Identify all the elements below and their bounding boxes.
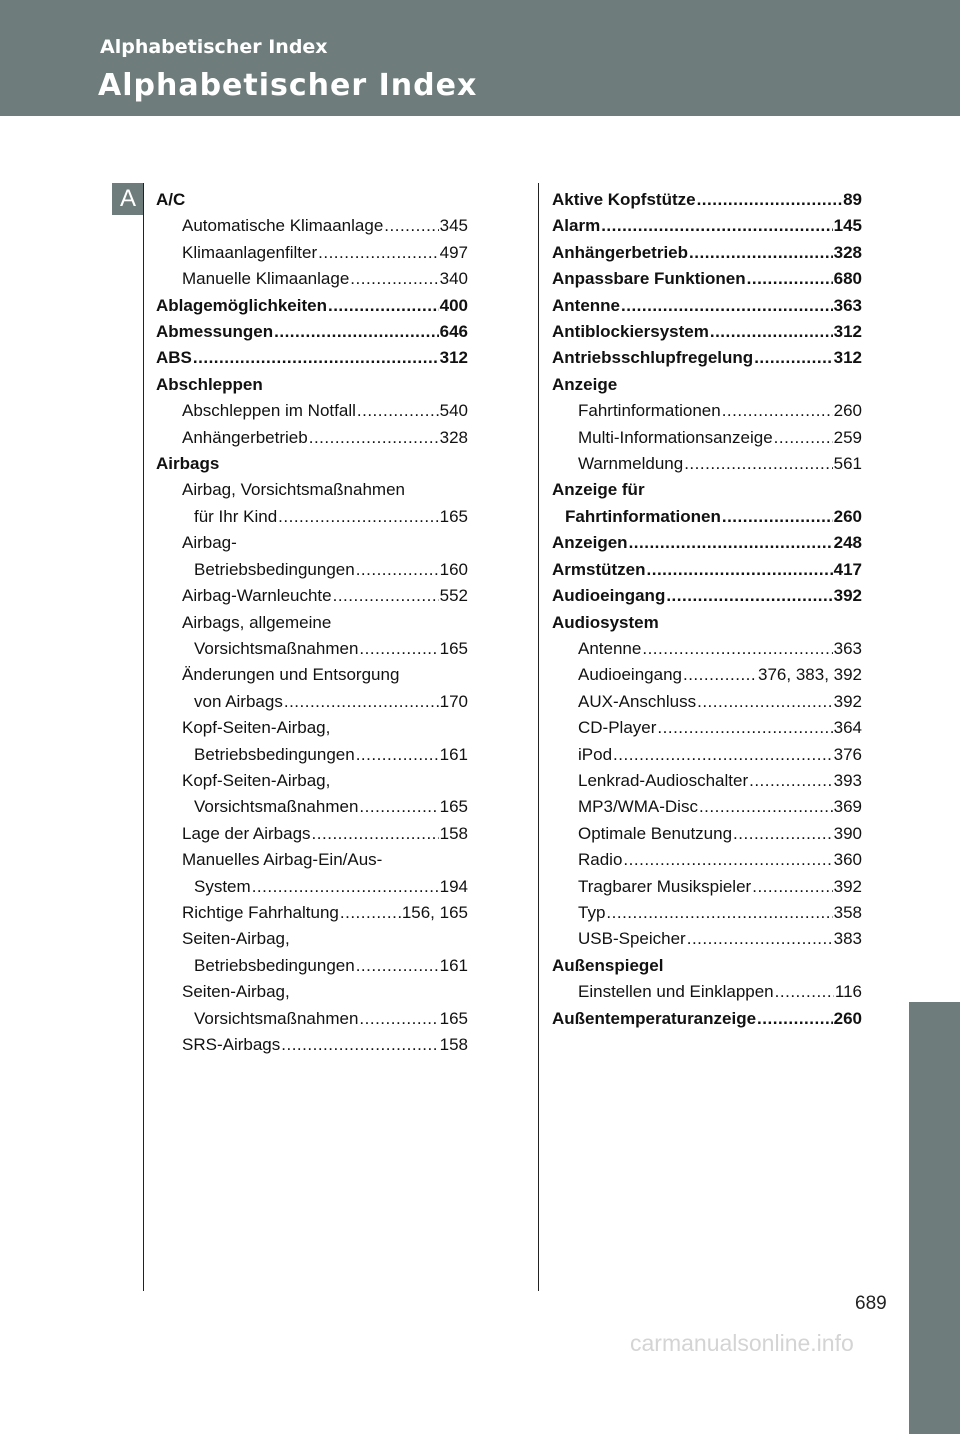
- thumb-index-tab: [909, 1002, 960, 1434]
- index-entry: Tragbarer Musikspieler ..... 392: [552, 874, 862, 900]
- index-entry: Manuelle Klimaanlage ..... 340: [156, 266, 468, 292]
- index-entry: iPod ..... 376: [552, 742, 862, 768]
- index-subheading: Änderungen und Entsorgung: [182, 665, 400, 685]
- index-entry: Anhängerbetrieb ..... 328: [156, 425, 468, 451]
- index-entry: Optimale Benutzung ..... 390: [552, 821, 862, 847]
- index-subheading: Airbag, Vorsichtsmaßnahmen: [182, 480, 405, 500]
- index-heading: Abschleppen: [156, 374, 263, 394]
- index-entry: Einstellen und Einklappen ..... 116: [552, 979, 862, 1005]
- index-entry: Antiblockiersystem ..... 312: [552, 319, 862, 345]
- index-entry: SRS-Airbags ..... 158: [156, 1032, 468, 1058]
- index-entry: Anpassbare Funktionen ..... 680: [552, 266, 862, 292]
- index-heading: Anzeige für: [552, 480, 645, 500]
- column-divider-left: [143, 183, 144, 1291]
- index-entry: Lage der Airbags ..... 158: [156, 821, 468, 847]
- index-entry: Fahrtinformationen ..... 260: [552, 504, 862, 530]
- index-entry: Antenne ..... 363: [552, 636, 862, 662]
- index-entry: Antenne ..... 363: [552, 293, 862, 319]
- index-entry: Abschleppen im Notfall ..... 540: [156, 398, 468, 424]
- index-entry: Anzeigen ..... 248: [552, 530, 862, 556]
- index-entry: Multi-Informationsanzeige ..... 259: [552, 425, 862, 451]
- index-entry: Alarm ..... 145: [552, 213, 862, 239]
- index-entry: Lenkrad-Audioschalter ..... 393: [552, 768, 862, 794]
- watermark: carmanualsonline.info: [630, 1330, 854, 1356]
- header-bar: [0, 0, 960, 116]
- index-entry: MP3/WMA-Disc ..... 369: [552, 794, 862, 820]
- index-entry: Fahrtinformationen ..... 260: [552, 398, 862, 424]
- index-entry: Armstützen ..... 417: [552, 557, 862, 583]
- index-entry: Antriebsschlupfregelung ..... 312: [552, 345, 862, 371]
- index-entry: CD-Player ..... 364: [552, 715, 862, 741]
- index-subheading: Kopf-Seiten-Airbag,: [182, 718, 331, 738]
- index-heading: A/C: [156, 190, 186, 209]
- column-divider-middle: [538, 183, 539, 1291]
- index-entry: Audioeingang ..... 376, 383, 392: [552, 662, 862, 688]
- index-entry: Betriebsbedingungen ..... 161: [156, 953, 468, 979]
- section-letter: A: [112, 183, 144, 215]
- page-number: 689: [855, 1293, 887, 1314]
- index-column-left: [156, 187, 468, 1058]
- index-entry: Vorsichtsmaßnahmen ..... 165: [156, 1006, 468, 1032]
- index-entry: von Airbags ..... 170: [156, 689, 468, 715]
- index-heading: Anzeige: [552, 374, 618, 394]
- index-subheading: Airbags, allgemeine: [182, 612, 332, 632]
- index-heading: Außenspiegel: [552, 955, 664, 975]
- index-entry: Audioeingang ..... 392: [552, 583, 862, 609]
- index-entry: Vorsichtsmaßnahmen ..... 165: [156, 636, 468, 662]
- index-entry: Betriebsbedingungen ..... 160: [156, 557, 468, 583]
- index-entry: Betriebsbedingungen ..... 161: [156, 742, 468, 768]
- index-entry: Vorsichtsmaßnahmen ..... 165: [156, 794, 468, 820]
- index-entry: USB-Speicher ..... 383: [552, 926, 862, 952]
- page-title: Alphabetischer Index: [98, 68, 478, 103]
- index-heading: Audiosystem: [552, 612, 659, 632]
- index-entry: Radio ..... 360: [552, 847, 862, 873]
- index-entry: Außentemperaturanzeige ..... 260: [552, 1006, 862, 1032]
- index-subheading: Kopf-Seiten-Airbag,: [182, 770, 331, 790]
- index-entry: System ..... 194: [156, 874, 468, 900]
- index-subheading: Seiten-Airbag,: [182, 982, 290, 1002]
- index-entry: Klimaanlagenfilter ..... 497: [156, 240, 468, 266]
- index-entry: Ablagemöglichkeiten ..... 400: [156, 293, 468, 319]
- index-entry: Anhängerbetrieb ..... 328: [552, 240, 862, 266]
- index-column-right: [552, 187, 862, 1032]
- index-entry: Typ ..... 358: [552, 900, 862, 926]
- index-entry: AUX-Anschluss ..... 392: [552, 689, 862, 715]
- index-subheading: Manuelles Airbag-Ein/Aus-: [182, 850, 383, 870]
- index-subheading: Airbag-: [182, 533, 237, 553]
- index-entry: Warnmeldung ..... 561: [552, 451, 862, 477]
- index-heading: Airbags: [156, 454, 220, 474]
- index-entry: Automatische Klimaanlage ..... 345: [156, 213, 468, 239]
- index-subheading: Seiten-Airbag,: [182, 929, 290, 949]
- index-entry: Airbag-Warnleuchte ..... 552: [156, 583, 468, 609]
- running-head: Alphabetischer Index: [100, 36, 328, 58]
- index-entry: für Ihr Kind ..... 165: [156, 504, 468, 530]
- index-entry: Abmessungen ..... 646: [156, 319, 468, 345]
- index-entry: Richtige Fahrhaltung ..... 156, 165: [156, 900, 468, 926]
- index-entry: ABS ..... 312: [156, 345, 468, 371]
- index-entry: Aktive Kopfstütze ..... 89: [552, 187, 862, 213]
